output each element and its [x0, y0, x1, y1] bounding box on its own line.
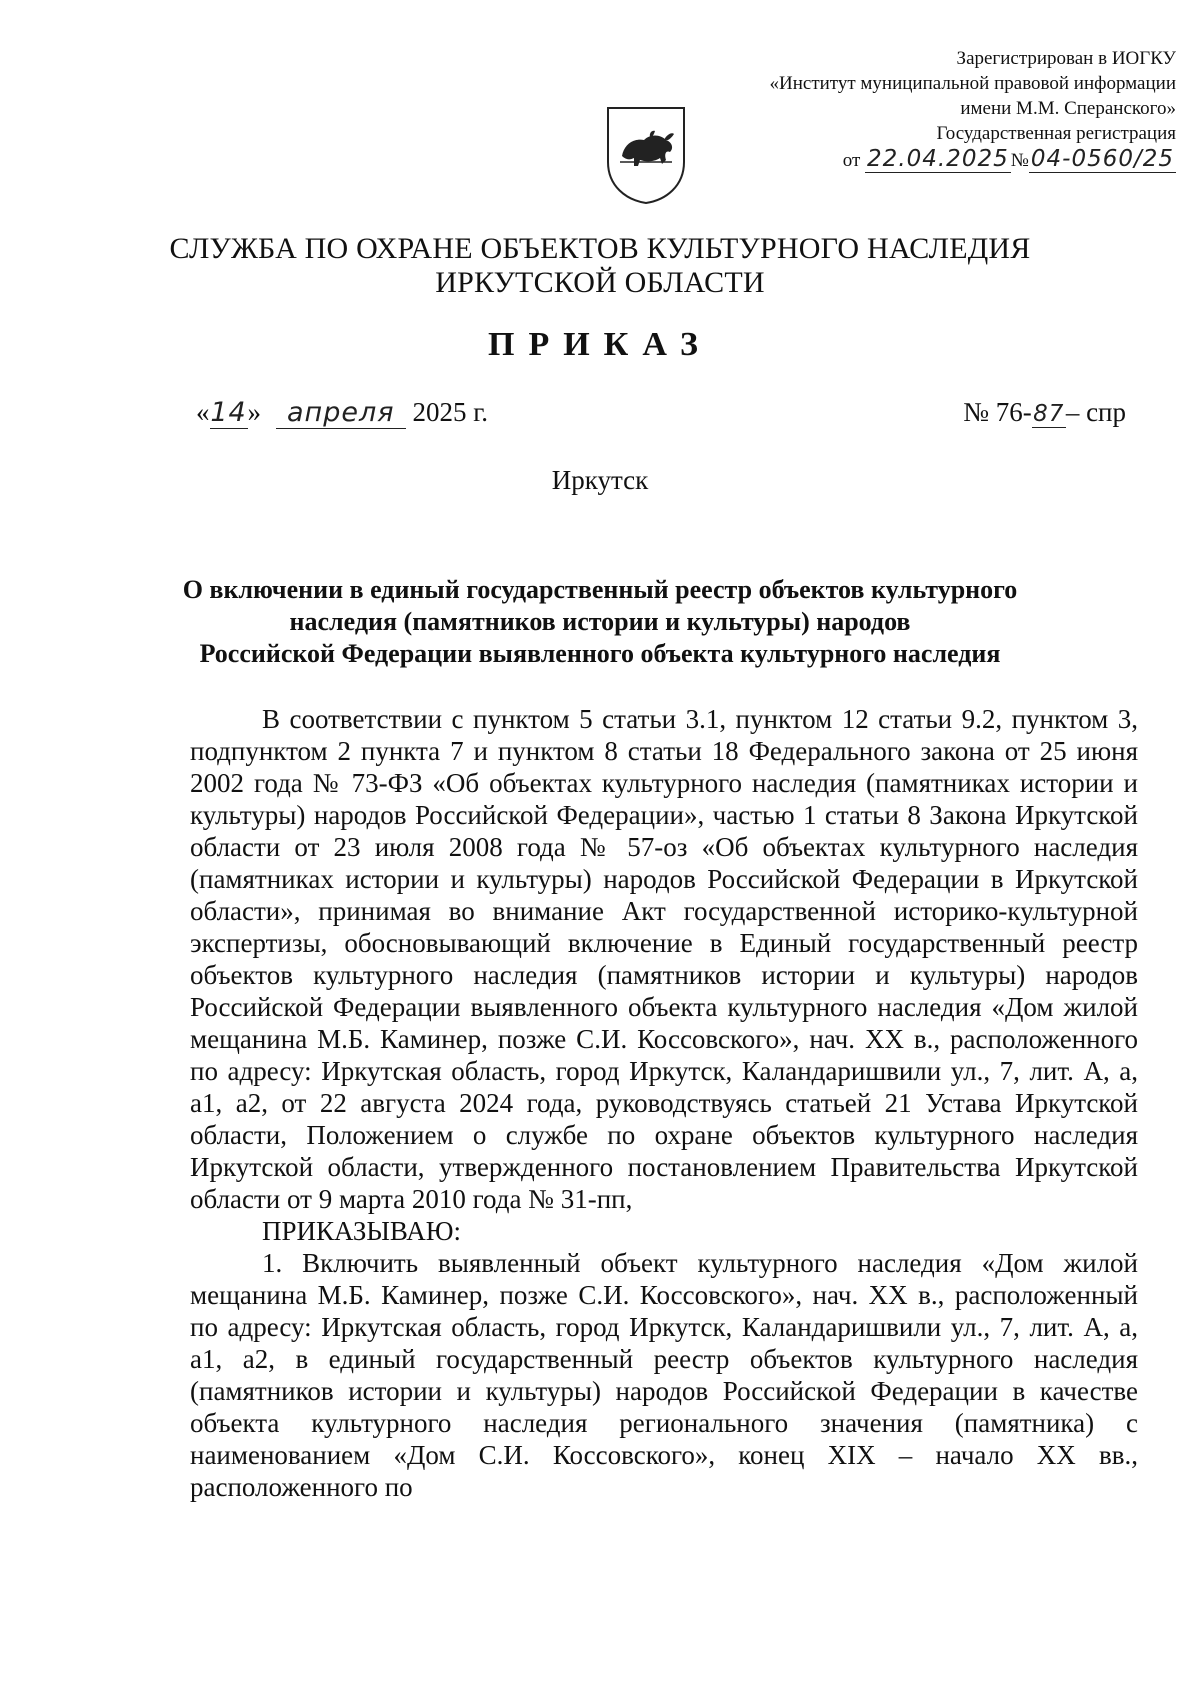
date-month: апреля: [276, 397, 406, 429]
registration-line-2: «Институт муниципальной правовой информации: [769, 73, 1176, 94]
registration-number-line: [656, 147, 1176, 173]
date-year: 2025 г.: [412, 397, 489, 427]
registration-number-sign: №: [1010, 150, 1029, 171]
document-type: ПРИКАЗ: [488, 326, 712, 363]
title-line-1: О включении в единый государственный реестр объектов культурного: [182, 575, 1018, 604]
number-prefix: № 76-: [963, 397, 1032, 427]
order-date: [196, 397, 488, 429]
title-line-3: Российской Федерации выявленного объекта культурного наследия: [199, 639, 1001, 668]
registration-line-3: имени М.М. Сперанского»: [960, 98, 1176, 119]
date-close-quote: »: [247, 397, 261, 427]
agency-line-1: СЛУЖБА ПО ОХРАНЕ ОБЪЕКТОВ КУЛЬТУРНОГО НАСЛЕДИЯ: [169, 232, 1031, 265]
date-day: 14: [210, 397, 247, 428]
title-line-2: наследия (памятников истории и культуры) народов: [289, 607, 911, 636]
preamble-paragraph: В соответствии с пунктом 5 статьи 3.1, пунктом 12 статьи 9.2, пунктом 3, подпунктом 2 пункта 7 и пунктом 8 статьи 18 Федерального закона от 25 июня 2002 года № 73-ФЗ «Об объектах культурного наследия (памятниках истории и культуры) народов Российской Федерации», частью 1 статьи 8 Закона Иркутской области от 23 июля 2008 года № 57-оз «Об объектах культурного наследия (памятниках истории и культуры) народов Российской Федерации в Иркутской области», принимая во внимание Акт государственной историко-культурной экспертизы, обосновывающий включение в Единый государственный реестр объектов культурного наследия (памятников истории и культуры) народов Российской Федерации выявленного объекта культурного наследия «Дом жилой мещанина М.Б. Каминер, позже С.И. Коссовского», нач. XX в., расположенного по адресу: Иркутская область, город Иркутск, Каландаришвили ул., 7, лит. А, а, а1, а2, от 22 августа 2024 года, руководствуясь статьей 21 Устава Иркутской области, Положением о службе по охране объектов культурного наследия Иркутской области, утвержденного постановлением Правительства Иркутской области от 9 марта 2010 года № 31-пп,: [190, 704, 1138, 1214]
item-1-paragraph: 1. Включить выявленный объект культурного наследия «Дом жилой мещанина М.Б. Каминер, позже С.И. Коссовского», нач. XX в., расположенный по адресу: Иркутская область, город Иркутск, Каландаришвили ул., 7, лит. А, а, а1, а2, в единый государственный реестр объектов культурного наследия (памятников истории и культуры) народов Российской Федерации в качестве объекта культурного наследия регионального значения (памятника) с наименованием «Дом С.И. Коссовского», конец XIX – начало XX вв., расположенного по: [190, 1248, 1138, 1502]
registration-date: 22.04.2025: [867, 146, 1009, 172]
document-body: [190, 703, 1138, 1503]
agency-name: [0, 232, 1200, 300]
document-title: [150, 574, 1050, 670]
coat-of-arms-icon: [604, 104, 688, 206]
order-word: ПРИКАЗЫВАЮ:: [262, 1216, 461, 1246]
registration-line-4: Государственная регистрация: [936, 123, 1176, 144]
number-suffix: – спр: [1065, 397, 1126, 427]
date-open-quote: «: [196, 397, 210, 427]
number-handwritten: 87: [1033, 401, 1065, 427]
registration-prefix: от: [842, 150, 861, 171]
order-number: [963, 397, 1126, 428]
registration-line-1: Зарегистрирован в ИОГКУ: [956, 48, 1176, 69]
agency-line-2: ИРКУТСКОЙ ОБЛАСТИ: [435, 266, 765, 299]
city: Иркутск: [551, 465, 649, 495]
registration-number: 04-0560/25: [1030, 146, 1174, 172]
registration-stamp: [656, 46, 1176, 173]
